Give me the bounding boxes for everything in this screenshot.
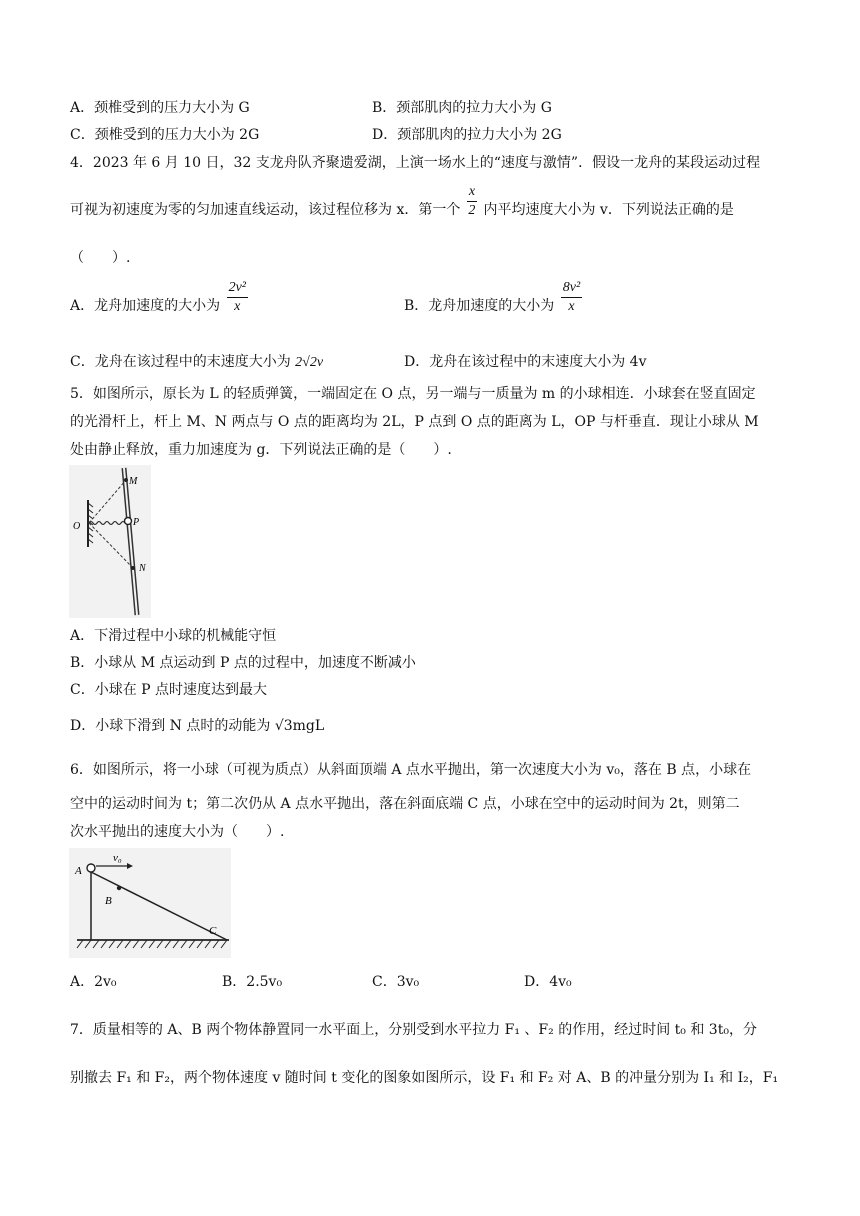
q4-stem-line2 (70, 183, 734, 220)
q6-label-b: B (105, 895, 112, 907)
q6-option-b: B．2.5v₀ (222, 974, 283, 990)
q4-option-b-text: B．龙舟加速度的大小为 (404, 298, 555, 314)
q4-option-a-fraction (227, 279, 248, 316)
q6-ground-hatching (77, 940, 227, 948)
q4-fraction-half-x (467, 183, 477, 220)
q4-fraction-num: x (467, 183, 477, 202)
q4-option-a-num: 2v² (227, 279, 248, 298)
q6-arrow-head (127, 863, 133, 869)
q5-ball (125, 518, 132, 525)
q6-option-c: C．3v₀ (372, 974, 420, 990)
q5-option-a: A．下滑过程中小球的机械能守恒 (70, 628, 277, 644)
q4-option-b-den: x (568, 298, 575, 314)
q5-stem-line2: 的光滑杆上，杆上 M、N 两点与 O 点的距离均为 2L，P 点到 O 点的距离为 L，OP 与杆垂直．现让小球从 M (70, 414, 759, 430)
q6-figure-svg (69, 848, 231, 958)
q3-option-d: D．颈部肌肉的拉力大小为 2G (372, 127, 562, 143)
q3-option-a: A．颈椎受到的压力大小为 G (70, 100, 250, 116)
q5-option-c: C．小球在 P 点时速度达到最大 (70, 682, 268, 698)
q6-ball (87, 864, 95, 872)
q6-label-v0: v₀ (113, 852, 122, 864)
q6-option-a: A．2v₀ (70, 974, 117, 990)
q7-stem-line2: 别撤去 F₁ 和 F₂，两个物体速度 v 随时间 t 变化的图象如图所示，设 F₁ 和 F₂ 对 A、B 的冲量分别为 I₁ 和 I₂，F₁ (70, 1070, 779, 1086)
q4-option-a-den: x (234, 298, 241, 314)
q6-stem-line3: 次水平抛出的速度大小为（ ）. (70, 824, 285, 840)
q4-option-c-text: C．龙舟在该过程中的末速度大小为 (70, 354, 291, 370)
q4-stem-line2-a: 可视为初速度为零的匀加速直线运动，该过程位移为 x．第一个 (70, 202, 461, 218)
q5-stem-line3: 处由静止释放，重力加速度为 g．下列说法正确的是（ ）. (70, 442, 452, 458)
q4-option-c-value: 2√2v (295, 355, 324, 370)
q4-option-c (70, 352, 323, 373)
q4-option-b-fraction (561, 279, 582, 316)
q6-stem-line2: 空中的运动时间为 t；第二次仍从 A 点水平抛出，落在斜面底端 C 点，小球在空中的运动时间为 2t，则第二 (70, 796, 740, 812)
q5-label-n: N (139, 563, 146, 574)
q6-point-b (117, 886, 121, 890)
q5-option-d: D．小球下滑到 N 点时的动能为 √3mgL (70, 718, 325, 734)
q5-label-o: O (73, 521, 81, 532)
q5-label-p: P (133, 517, 140, 528)
q6-option-d: D．4v₀ (524, 974, 572, 990)
q4-stem-line1: 4．2023 年 6 月 10 日，32 支龙舟队齐聚遗爱湖，上演一场水上的“速度与激情”．假设一龙舟的某段运动过程 (70, 155, 761, 171)
q3-option-c: C．颈椎受到的压力大小为 2G (70, 127, 260, 143)
q6-incline-figure (69, 848, 231, 958)
q4-stem-line2-b: 内平均速度大小为 v．下列说法正确的是 (483, 202, 734, 218)
q5-label-m: M (129, 476, 138, 487)
q5-point-m (124, 478, 128, 482)
q4-stem-line3: （ ）. (70, 250, 131, 266)
q5-spring-rod-figure (69, 465, 151, 618)
q5-stem-line1: 5．如图所示，原长为 L 的轻质弹簧，一端固定在 O 点，另一端与一质量为 m 的小球相连．小球套在竖直固定 (70, 386, 756, 402)
q5-point-n (131, 566, 135, 570)
q6-label-a: A (75, 865, 82, 877)
q6-label-c: C (209, 925, 217, 937)
q5-dashed-om (89, 480, 126, 523)
q5-spring (89, 522, 125, 525)
q7-stem-line1: 7．质量相等的 A、B 两个物体静置同一水平面上，分别受到水平拉力 F₁ 、F₂ 的作用，经过时间 t₀ 和 3t₀，分 (70, 1022, 757, 1038)
q6-stem-line1: 6．如图所示，将一小球（可视为质点）从斜面顶端 A 点水平抛出，第一次速度大小为 v₀，落在 B 点，小球在 (70, 762, 752, 778)
q4-option-a-text: A．龙舟加速度的大小为 (70, 298, 221, 314)
q4-fraction-den: 2 (468, 202, 476, 218)
q4-option-d: D．龙舟在该过程中的末速度大小为 4v (404, 354, 647, 370)
q4-option-b (404, 279, 584, 316)
q5-dashed-on (89, 523, 133, 568)
q4-option-a (70, 279, 250, 316)
q5-option-b: B．小球从 M 点运动到 P 点的过程中，加速度不断减小 (70, 655, 416, 671)
q4-option-b-num: 8v² (561, 279, 582, 298)
q5-figure-svg (69, 465, 151, 618)
q3-option-b: B．颈部肌肉的拉力大小为 G (372, 100, 552, 116)
